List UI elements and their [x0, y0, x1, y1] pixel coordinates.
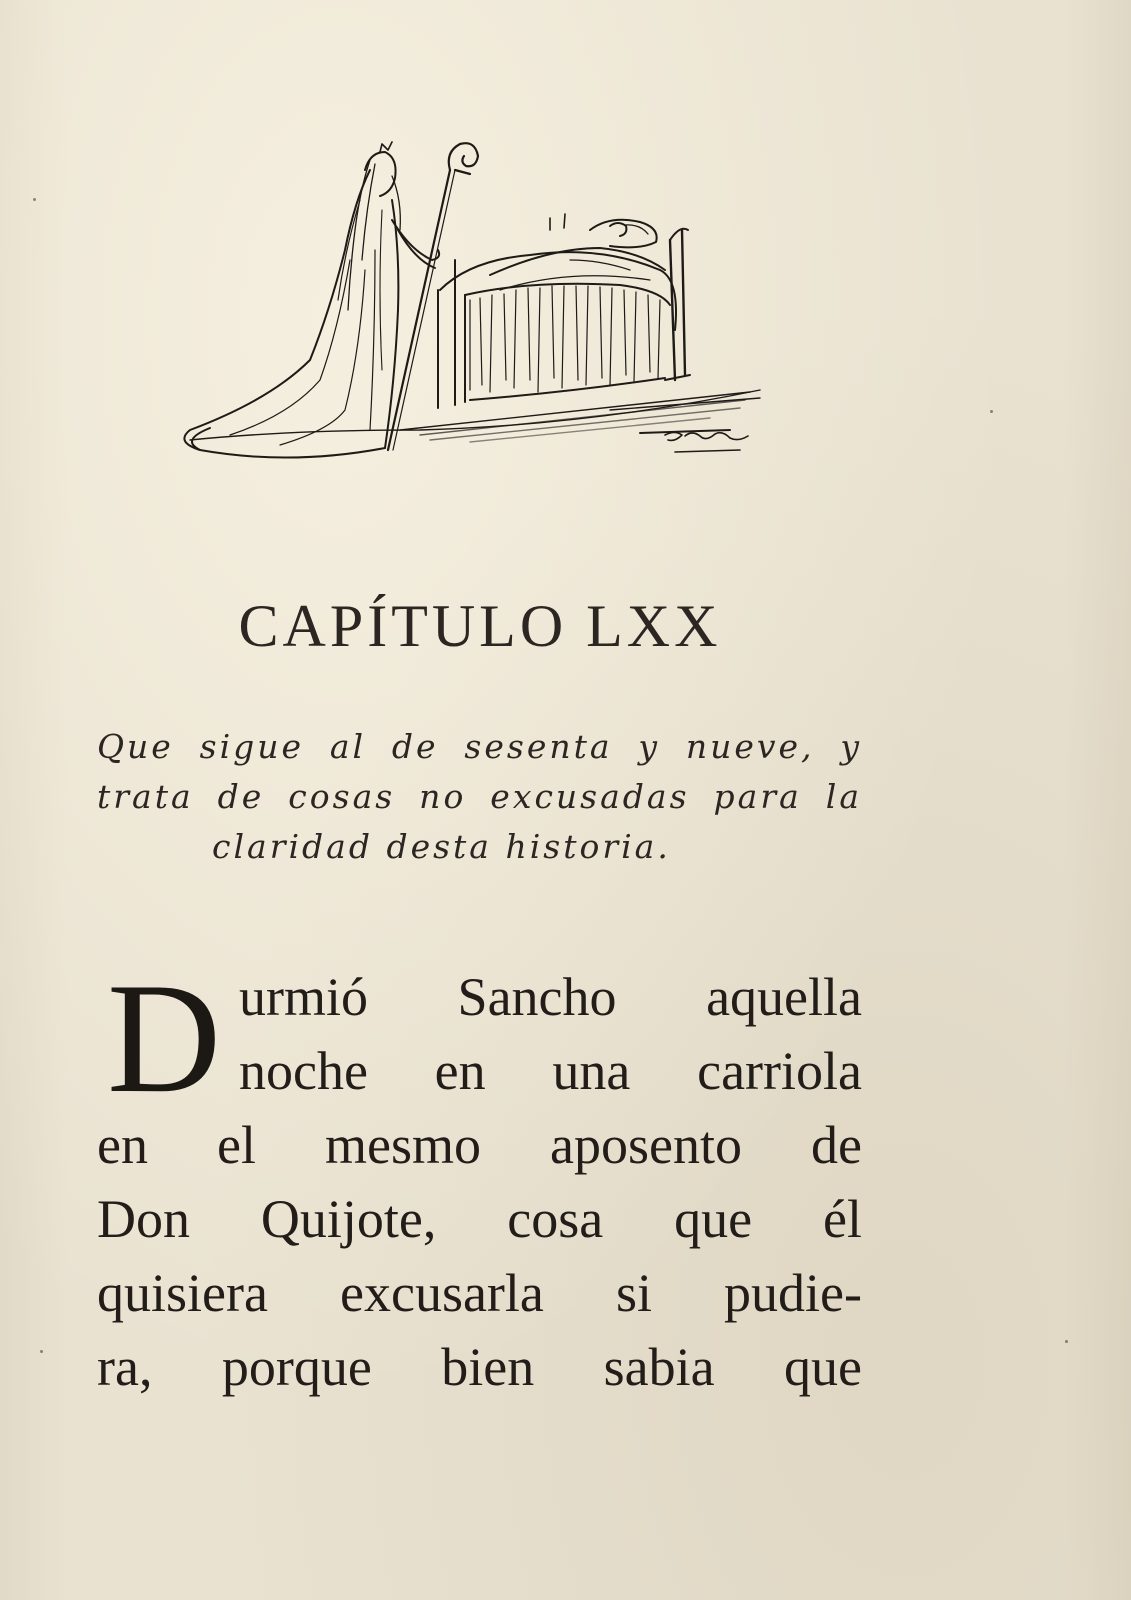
figure-head [348, 142, 400, 310]
paper-speck [40, 1350, 43, 1353]
body-line: Don Quijote, cosa que él [97, 1189, 862, 1249]
paper-speck [990, 410, 993, 413]
paper-speck [33, 198, 36, 201]
artist-signature [665, 433, 748, 453]
blanket-hatching [470, 286, 660, 392]
body-line: quisiera excusarla si pudie- [97, 1263, 862, 1323]
figure-arm [392, 220, 439, 268]
body-line: urmió Sancho aquella [239, 967, 862, 1027]
body-line: en el mesmo aposento de [97, 1115, 862, 1175]
chapter-subtitle [97, 722, 862, 872]
drop-cap: D [107, 951, 222, 1126]
body-line: ra, porque bien sabia que [97, 1337, 862, 1397]
subtitle-line: trata de cosas no excusadas para la [97, 777, 862, 816]
body-line: noche en una carriola [239, 1041, 862, 1101]
subtitle-line: Que sigue al de sesenta y nueve, y [97, 727, 862, 766]
chapter-title: CAPÍTULO LXX [238, 593, 722, 659]
chapter-illustration [170, 130, 780, 490]
body-paragraph [97, 951, 862, 1404]
figure-robe [184, 170, 398, 458]
paper-speck [1065, 1340, 1068, 1343]
subtitle-line: claridad desta historia. [212, 827, 671, 866]
